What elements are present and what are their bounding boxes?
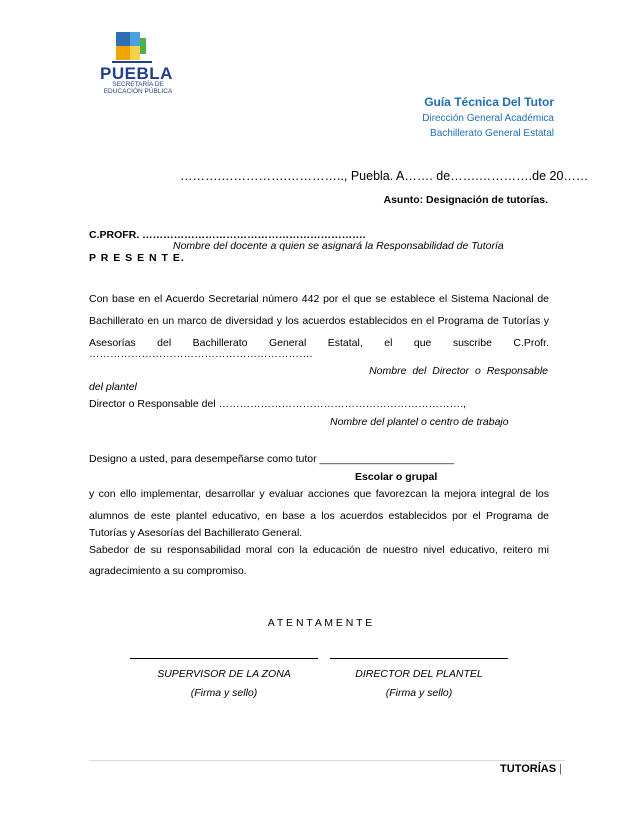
- presente-line: P R E S E N T E.: [89, 252, 185, 264]
- director-title: DIRECTOR DEL PLANTEL: [355, 668, 483, 680]
- logo-subtitle: SECRETARÍA DE EDUCACIÓN PÚBLICA: [103, 81, 173, 95]
- p2-line-1: y con ello implementar, desarrollar y evaluar acciones que favorezcan la mejora integral de los: [89, 488, 549, 500]
- p2-line-4: Sabedor de su responsabilidad moral con la educación de nuestro nivel educativo, reitero mi: [89, 544, 549, 556]
- tutor-type-label: Escolar o grupal: [355, 471, 438, 483]
- p1-line-5: Director o Responsable del …………………………………………………………….,: [89, 398, 466, 410]
- director-name-label-cont: del plantel: [89, 381, 137, 393]
- footer-text: TUTORÍAS: [500, 763, 557, 775]
- supervisor-note: (Firma y sello): [190, 687, 258, 699]
- p1-line-2: Bachillerato en un marco de diversidad y los acuerdos establecidos en el Programa de Tutorías y: [89, 315, 549, 327]
- director-name-label: Nombre del Director o Responsable: [369, 365, 548, 377]
- p1-line-4: ……………………………………………………….: [89, 348, 313, 360]
- footer-label: [500, 763, 562, 775]
- footer-divider: [89, 760, 565, 761]
- p1-line-1: Con base en el Acuerdo Secretarial número 442 por el que se establece el Sistema Nacional de: [89, 293, 549, 305]
- footer-separator: |: [559, 763, 562, 775]
- supervisor-signature-line: [130, 658, 318, 659]
- header-line-2: Bachillerato General Estatal: [430, 128, 554, 139]
- p2-line-5: agradecimiento a su compromiso.: [89, 565, 247, 577]
- date-line: ……….…………….………….., Puebla. A……. de…….………….de 20……: [180, 169, 589, 183]
- director-signature-line: [330, 658, 508, 659]
- designation-line: Designo a usted, para desempeñarse como tutor _______________________: [89, 453, 454, 465]
- header-line-1: Dirección General Académica: [422, 113, 554, 124]
- plantel-name-label: Nombre del plantel o centro de trabajo: [330, 416, 509, 428]
- supervisor-title: SUPERVISOR DE LA ZONA: [157, 668, 291, 680]
- logo-brand: PUEBLA: [100, 64, 173, 83]
- addressee-line: C.PROFR. ……………………………………………………….: [89, 229, 366, 241]
- p2-line-2: alumnos de este plantel educativo, en base a los acuerdos establecidos por el Programa de: [89, 510, 549, 522]
- p2-line-3: Tutorías y Asesorías del Bachillerato General.: [89, 527, 303, 539]
- logo-mark-icon: [92, 28, 176, 68]
- guide-title: Guía Técnica Del Tutor: [424, 95, 554, 109]
- p1-line-3: Asesorías del Bachillerato General Estatal, el que suscribe C.Profr.: [89, 337, 549, 349]
- atentamente: A T E N T A M E N T E: [267, 617, 373, 629]
- subject-line: Asunto: Designación de tutorías.: [383, 194, 548, 206]
- teacher-name-label: Nombre del docente a quien se asignará la Responsabilidad de Tutoría: [173, 240, 504, 252]
- director-note: (Firma y sello): [385, 687, 453, 699]
